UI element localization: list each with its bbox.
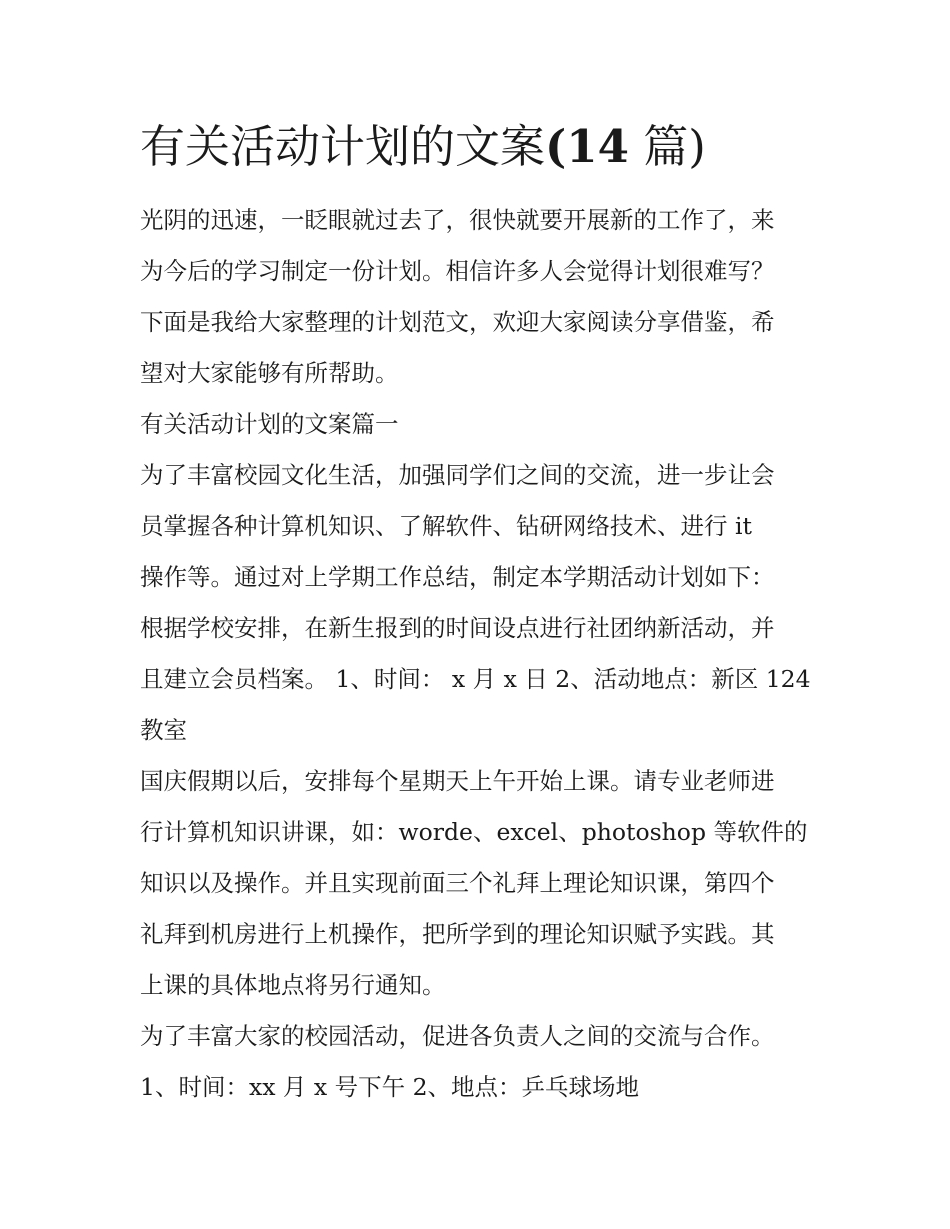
paragraph-line: 操作等。通过对上学期工作总结，制定本学期活动计划如下： bbox=[140, 563, 775, 591]
paragraph-line: 为了丰富大家的校园活动，促进各负责人之间的交流与合作。 bbox=[140, 1022, 775, 1050]
paragraph-line: 知识以及操作。并且实现前面三个礼拜上理论知识课，第四个 bbox=[140, 869, 775, 897]
paragraph-line: 员掌握各种计算机知识、了解软件、钻研网络技术、进行 it bbox=[140, 512, 752, 540]
title-end: 篇) bbox=[628, 120, 706, 173]
paragraph-line: 望对大家能够有所帮助。 bbox=[140, 359, 399, 387]
paragraph-line: 且建立会员档案。 1、时间： x 月 x 日 2、活动地点：新区 124 bbox=[140, 665, 811, 693]
paragraph-line: 光阴的迅速，一眨眼就过去了，很快就要开展新的工作了，来 bbox=[140, 206, 775, 234]
paragraph-line: 上课的具体地点将另行通知。 bbox=[140, 971, 446, 999]
paragraph-line: 为了丰富校园文化生活，加强同学们之间的交流，进一步让会 bbox=[140, 461, 775, 489]
paragraph-line: 礼拜到机房进行上机操作，把所学到的理论知识赋予实践。其 bbox=[140, 920, 775, 948]
section-heading: 有关活动计划的文案篇一 bbox=[140, 410, 399, 438]
paragraph-line: 教室 bbox=[140, 716, 187, 744]
title-count: (14 bbox=[545, 120, 629, 173]
document-title bbox=[140, 116, 840, 178]
paragraph-line: 根据学校安排，在新生报到的时间设点进行社团纳新活动，并 bbox=[140, 614, 775, 642]
paragraph-line: 为今后的学习制定一份计划。相信许多人会觉得计划很难写？ bbox=[140, 257, 775, 285]
paragraph-line: 1、时间：xx 月 x 号下午 2、地点：乒乓球场地 bbox=[140, 1073, 640, 1101]
paragraph-line: 下面是我给大家整理的计划范文，欢迎大家阅读分享借鉴，希 bbox=[140, 308, 775, 336]
paragraph-line: 国庆假期以后，安排每个星期天上午开始上课。请专业老师进 bbox=[140, 767, 775, 795]
paragraph-line: 行计算机知识讲课，如：worde、excel、photoshop 等软件的 bbox=[140, 818, 808, 846]
title-text: 有关活动计划的文案 bbox=[140, 120, 546, 173]
